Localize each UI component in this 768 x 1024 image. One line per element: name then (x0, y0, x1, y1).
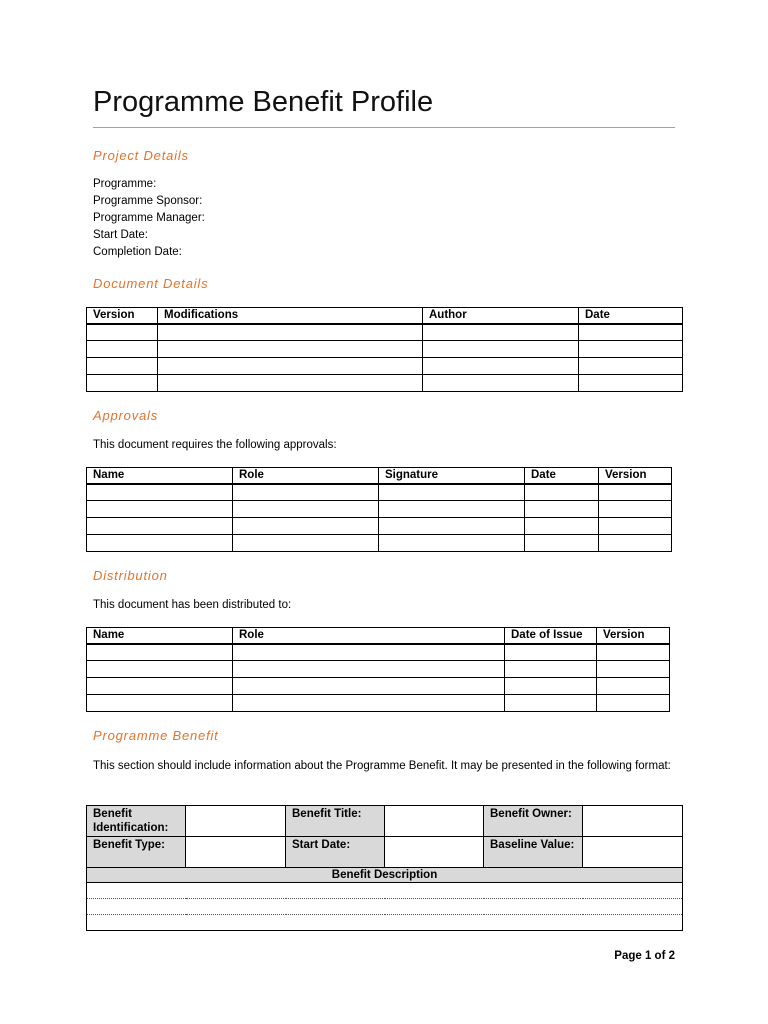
approvals-heading: Approvals (93, 408, 159, 423)
benefit-identification-value[interactable] (186, 806, 286, 837)
table-cell[interactable] (87, 518, 233, 535)
column-header-date: Date (579, 308, 683, 324)
table-cell[interactable] (87, 375, 158, 392)
table-cell[interactable] (505, 678, 597, 695)
approvals-intro: This document requires the following approvals: (93, 439, 337, 451)
benefit-title-label: Benefit Title: (286, 806, 385, 837)
table-cell[interactable] (597, 661, 670, 678)
table-cell[interactable] (597, 644, 670, 661)
project-details-heading: Project Details (93, 148, 189, 163)
table-cell[interactable] (525, 484, 599, 501)
table-cell[interactable] (87, 501, 233, 518)
table-row (87, 501, 672, 518)
benefit-type-value[interactable] (186, 837, 286, 868)
column-header-version: Version (87, 308, 158, 324)
table-cell[interactable] (579, 324, 683, 341)
table-cell[interactable] (379, 535, 525, 552)
column-header-name: Name (87, 628, 233, 644)
benefit-description-header: Benefit Description (87, 868, 683, 883)
column-header-name: Name (87, 468, 233, 484)
baseline-value-label: Baseline Value: (484, 837, 583, 868)
table-row (87, 695, 670, 712)
table-cell[interactable] (525, 535, 599, 552)
benefit-owner-label: Benefit Owner: (484, 806, 583, 837)
table-row (87, 341, 683, 358)
table-cell[interactable] (87, 695, 233, 712)
table-cell[interactable] (599, 501, 672, 518)
table-cell[interactable] (87, 341, 158, 358)
table-cell[interactable] (505, 695, 597, 712)
programme-benefit-intro: This section should include information about the Programme Benefit. It may be presented in the following format: (93, 760, 671, 772)
benefit-description-line[interactable] (87, 899, 683, 915)
table-cell[interactable] (87, 661, 233, 678)
column-header-modifications: Modifications (158, 308, 423, 324)
start-date-field-label: Start Date: (93, 229, 148, 241)
programme-benefit-table (86, 805, 683, 931)
completion-date-field-label: Completion Date: (93, 246, 182, 258)
column-header-role: Role (233, 628, 505, 644)
table-row (87, 484, 672, 501)
table-cell[interactable] (599, 518, 672, 535)
table-row (87, 358, 683, 375)
table-cell[interactable] (597, 678, 670, 695)
table-cell[interactable] (423, 358, 579, 375)
table-cell[interactable] (158, 341, 423, 358)
document-details-heading: Document Details (93, 276, 209, 291)
distribution-heading: Distribution (93, 568, 168, 583)
benefit-title-value[interactable] (385, 806, 484, 837)
table-cell[interactable] (158, 375, 423, 392)
table-cell[interactable] (87, 535, 233, 552)
column-header-version: Version (597, 628, 670, 644)
benefit-description-line[interactable] (87, 883, 683, 899)
programme-sponsor-field-label: Programme Sponsor: (93, 195, 203, 207)
table-cell[interactable] (505, 661, 597, 678)
table-cell[interactable] (423, 375, 579, 392)
column-header-signature: Signature (379, 468, 525, 484)
table-row (87, 518, 672, 535)
table-cell[interactable] (579, 341, 683, 358)
table-cell[interactable] (87, 644, 233, 661)
table-cell[interactable] (233, 484, 379, 501)
page-number: Page 1 of 2 (614, 950, 675, 962)
column-header-date-of-issue: Date of Issue (505, 628, 597, 644)
table-row (87, 644, 670, 661)
table-cell[interactable] (379, 501, 525, 518)
table-row (87, 661, 670, 678)
benefit-identification-label: Benefit Identification: (87, 806, 186, 837)
table-cell[interactable] (87, 324, 158, 341)
programme-field-label: Programme: (93, 178, 157, 190)
table-cell[interactable] (158, 324, 423, 341)
table-cell[interactable] (233, 501, 379, 518)
page-title: Programme Benefit Profile (93, 86, 434, 118)
table-row (87, 375, 683, 392)
title-divider (93, 127, 675, 128)
table-cell[interactable] (597, 695, 670, 712)
table-cell[interactable] (233, 695, 505, 712)
column-header-author: Author (423, 308, 579, 324)
table-cell[interactable] (505, 644, 597, 661)
document-details-table (86, 307, 683, 392)
start-date-value[interactable] (385, 837, 484, 868)
column-header-role: Role (233, 468, 379, 484)
programme-manager-field-label: Programme Manager: (93, 212, 205, 224)
distribution-intro: This document has been distributed to: (93, 599, 292, 611)
table-row (87, 678, 670, 695)
table-cell[interactable] (87, 358, 158, 375)
table-cell[interactable] (233, 535, 379, 552)
benefit-type-label: Benefit Type: (87, 837, 186, 868)
table-row (87, 324, 683, 341)
table-cell[interactable] (87, 678, 233, 695)
table-cell[interactable] (233, 518, 379, 535)
table-cell[interactable] (379, 518, 525, 535)
table-cell[interactable] (233, 661, 505, 678)
table-cell[interactable] (87, 484, 233, 501)
table-cell[interactable] (525, 501, 599, 518)
table-cell[interactable] (158, 358, 423, 375)
benefit-owner-value[interactable] (583, 806, 683, 837)
table-cell[interactable] (233, 644, 505, 661)
benefit-description-line[interactable] (87, 915, 683, 931)
table-cell[interactable] (423, 324, 579, 341)
table-cell[interactable] (579, 375, 683, 392)
table-cell[interactable] (379, 484, 525, 501)
table-cell[interactable] (599, 535, 672, 552)
baseline-value-value[interactable] (583, 837, 683, 868)
start-date-label: Start Date: (286, 837, 385, 868)
programme-benefit-heading: Programme Benefit (93, 728, 219, 743)
table-cell[interactable] (525, 518, 599, 535)
column-header-date: Date (525, 468, 599, 484)
table-cell[interactable] (233, 678, 505, 695)
approvals-table (86, 467, 672, 552)
column-header-version: Version (599, 468, 672, 484)
table-cell[interactable] (579, 358, 683, 375)
table-cell[interactable] (423, 341, 579, 358)
table-row (87, 535, 672, 552)
distribution-table (86, 627, 670, 712)
table-cell[interactable] (599, 484, 672, 501)
